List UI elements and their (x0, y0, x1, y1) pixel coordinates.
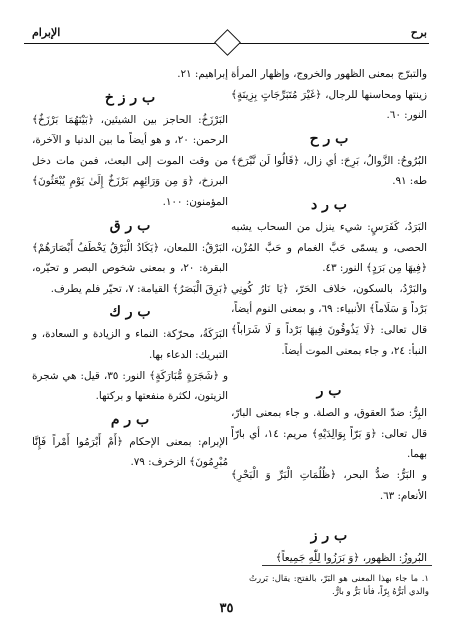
entry-text: البُرُوحُ: الزَّوالُ، بَرِحَ: أي زال، ﴿قَالُوا لَن نَّبْرَحَ﴾ طه: ٩١. (231, 154, 427, 188)
entry-text: والتبرّج بمعنى الظهور والخروج، وإظهار المرأة زينتها ومحاسنها للرجال، ﴿غَيْرَ مُتَبَرِّجَاتٍ بِزِينَةٍ﴾ النور: ٦٠. (231, 68, 427, 122)
entry-text: الإبرام: بمعنى الإحكام ﴿أَمْ أَبْرَمُوا أَمْراً فَإِنَّا مُبْرِمُونَ﴾ الزخرف: ٧٩. (32, 435, 228, 469)
entry-text: و ﴿شَجَرَةٍ مُّبَارَكَةٍ﴾ النور: ٣٥، قيل: هي شجرة الزيتون، لكثرة منفعتها و بركتها. (32, 369, 228, 403)
entry-text: البُروزُ: الظهور، ﴿وَ بَرَزُوا لِلّٰهِ جَمِيعاً﴾ (275, 552, 427, 565)
running-head-left: الإبرام (32, 26, 61, 39)
section-heading: ب ر (316, 383, 342, 400)
footnote-rule (262, 565, 432, 566)
right-column (231, 64, 427, 569)
header-diamond-ornament (214, 29, 241, 56)
section-heading: ب ر ز (310, 528, 348, 545)
entry-text: و البَرُّ: ضدُّ البحر، ﴿ظُلُمَاتِ الْبَرِّ وَ الْبَحْرِ﴾ الأنعام: ٦٣. (231, 468, 427, 502)
section-heading: ب ر ق (109, 217, 151, 234)
entry-text: البَرْزَخُ: الحاجز بين الشيئين، ﴿بَيْنَهُمَا بَرْزَخٌ﴾ الرحمن: ٢٠، و هو أيضاً ما بين الدنيا و الآخرة، من وقت الموت إلى البعث، فمن مات دخل البرزخ، ﴿وَ مِن وَرَائِهِم بَرْزَخٌ إِلَىٰ يَوْمِ يُبْعَثُونَ﴾ المؤمنون: ١٠٠. (32, 113, 228, 208)
section-heading: ب ر ز خ (104, 89, 156, 106)
left-column (32, 64, 228, 473)
running-head-right: برح (410, 26, 427, 39)
section-heading: ب ر د (311, 196, 347, 213)
footnote: ١. ما جاء بهذا المعنى هو البَرّ، بالفتح: يقال: بَررتُ والدي أبَرُّهُ بِرّاً، فأنا بَرٌّ و بارٌّ. (249, 574, 429, 597)
entry-text: البَرَدُ، كَفَرَسٍ: شيء ينزل من السحاب يشبه الحصى، و يسمّى حَبَّ الغمام و حَبَّ المُزْن، ﴿فِيهَا مِن بَرَدٍ﴾ النور: ٤٣. (231, 220, 427, 275)
section-heading: ب ر ح (309, 130, 349, 147)
entry-text: البَرْقُ: اللمعان، ﴿يَكَادُ الْبَرْقُ يَخْطَفُ أَبْصَارَهُمْ﴾ البقرة: ٢٠، و بمعنى شخوص البصر و تحيّره، ﴿بَرِقَ الْبَصَرُ﴾ القيامة: ٧، تحيّر فلم يطرف. (32, 241, 228, 295)
entry-text: البَرَكَةُ، محرّكة: النماء و الزيادة و السعادة، و التبريك: الدعاء بها. (32, 328, 228, 361)
entry-text: والبَرْدُ، بالسكون، خلاف الحَرّ، ﴿يَا نَارُ كُونِي بَرْداً وَ سَلَاماً﴾ الأنبياء: ٦٩، و بمعنى النوم أيضاً، قال تعالى: ﴿لَا يَذُوقُونَ فِيهَا بَرْداً وَ لَا شَرَاباً﴾ النبأ: ٢٤، و جاء بمعنى الموت أيضاً. (231, 282, 427, 357)
entry-text: إبراهيم: ٢١. (177, 68, 228, 80)
section-heading: ب ر م (110, 411, 150, 428)
entry-text: البِرُّ: ضدّ العقوق، و الصلة. و جاء بمعنى البارّ، قال تعالى: ﴿وَ بَرّاً بِوَالِدَيْهِ﴾ مريم: ١٤، أي بارّاً بهما. (231, 407, 427, 461)
section-heading: ب ر ك (109, 304, 151, 321)
page-number: ٣٥ (219, 601, 234, 616)
